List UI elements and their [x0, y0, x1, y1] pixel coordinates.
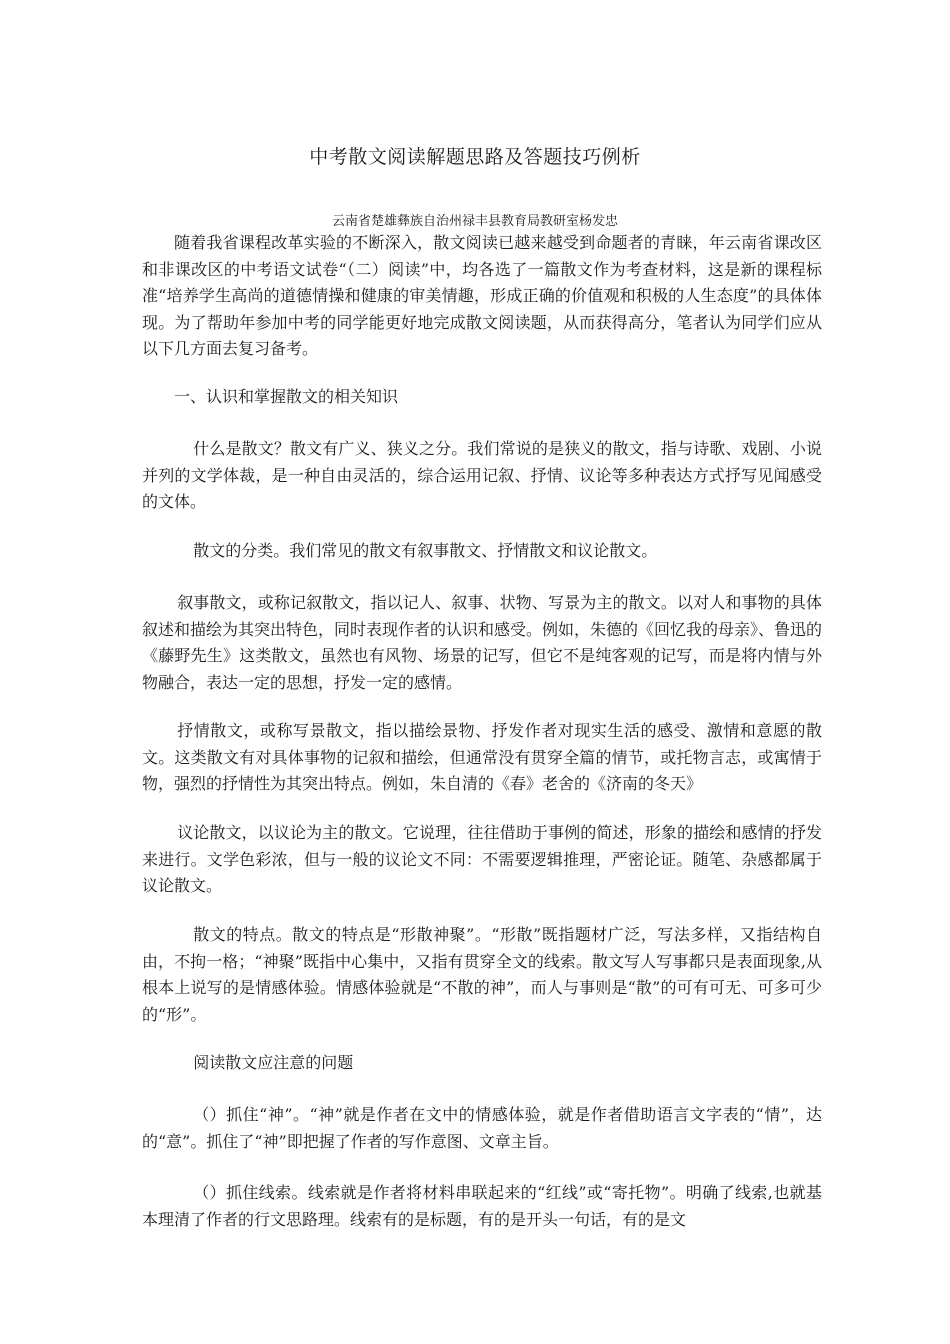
paragraph-definition: 什么是散文？散文有广义、狭义之分。我们常说的是狭义的散文，指与诗歌、戏剧、小说并列的文学体裁，是一种自由灵活的，综合运用记叙、抒情、议论等多种表达方式抒写见闻感受的文体。 — [142, 439, 822, 511]
paragraph-classification: 散文的分类。我们常见的散文有叙事散文、抒情散文和议论散文。 — [193, 541, 658, 560]
paragraph-characteristics: 散文的特点。散文的特点是“形散神聚”。“形散”既指题材广泛，写法多样，又指结构自由，不拘一格；“神聚”既指中心集中，又指有贯穿全文的线索。散文写人写事都只是表面现象,从根本上说写的是情感体验。情感体验就是“不散的神”，而人与事则是“散”的可有可无、可多可少的“形”。 — [142, 925, 822, 1024]
section-heading-1: 一、认识和掌握散文的相关知识 — [174, 387, 399, 406]
paragraph-intro: 随着我省课程改革实验的不断深入，散文阅读已越来越受到命题者的青睐，年云南省课改区和非课改区的中考语文试卷“（二）阅读”中，均各选了一篇散文作为考查材料，这是新的课程标准“培养学生高尚的道德情操和健康的审美情趣，形成正确的价值观和积极的人生态度”的具体体现。为了帮助年参加中考的同学能更好地完成散文阅读题，从而获得高分，笔者认为同学们应从以下几方面去复习备考。 — [142, 233, 822, 358]
document-author: 云南省楚雄彝族自治州禄丰县教育局教研室杨发忠 — [331, 214, 618, 229]
paragraph-narrative-essay: 叙事散文，或称记叙散文，指以记人、叙事、状物、写景为主的散文。以对人和事物的具体叙述和描绘为其突出特色，同时表现作者的认识和感受。例如，朱德的《回忆我的母亲》、鲁迅的《藤野先生》这类散文，虽然也有风物、场景的记写，但它不是纯客观的记写，而是将内情与外物融合，表达一定的思想，抒发一定的感情。 — [142, 593, 823, 692]
paragraph-point-spirit: （）抓住“神”。“神”就是作者在文中的情感体验，就是作者借助语言文字表的“情”，达的“意”。抓住了“神”即把握了作者的写作意图、文章主旨。 — [142, 1105, 822, 1151]
paragraph-lyric-essay: 抒情散文，或称写景散文，指以描绘景物、抒发作者对现实生活的感受、激情和意愿的散文。这类散文有对具体事物的记叙和描绘，但通常没有贯穿全篇的情节，或托物言志，或寓情于物，强烈的抒情性为其突出特点。例如，朱自清的《春》老舍的《济南的冬天》 — [142, 721, 822, 793]
paragraph-point-clue: （）抓住线索。线索就是作者将材料串联起来的“红线”或“寄托物”。明确了线索,也就基本理清了作者的行文思路理。线索有的是标题，有的是开头一句话，有的是文 — [142, 1183, 822, 1229]
document-title: 中考散文阅读解题思路及答题技巧例析 — [309, 146, 641, 168]
paragraph-argumentative-essay: 议论散文，以议论为主的散文。它说理，往往借助于事例的简述，形象的描绘和感情的抒发来进行。文学色彩浓，但与一般的议论文不同：不需要逻辑推理，严密论证。随笔、杂感都属于议论散文。 — [142, 823, 822, 895]
subheading-reading-notes: 阅读散文应注意的问题 — [193, 1053, 354, 1072]
